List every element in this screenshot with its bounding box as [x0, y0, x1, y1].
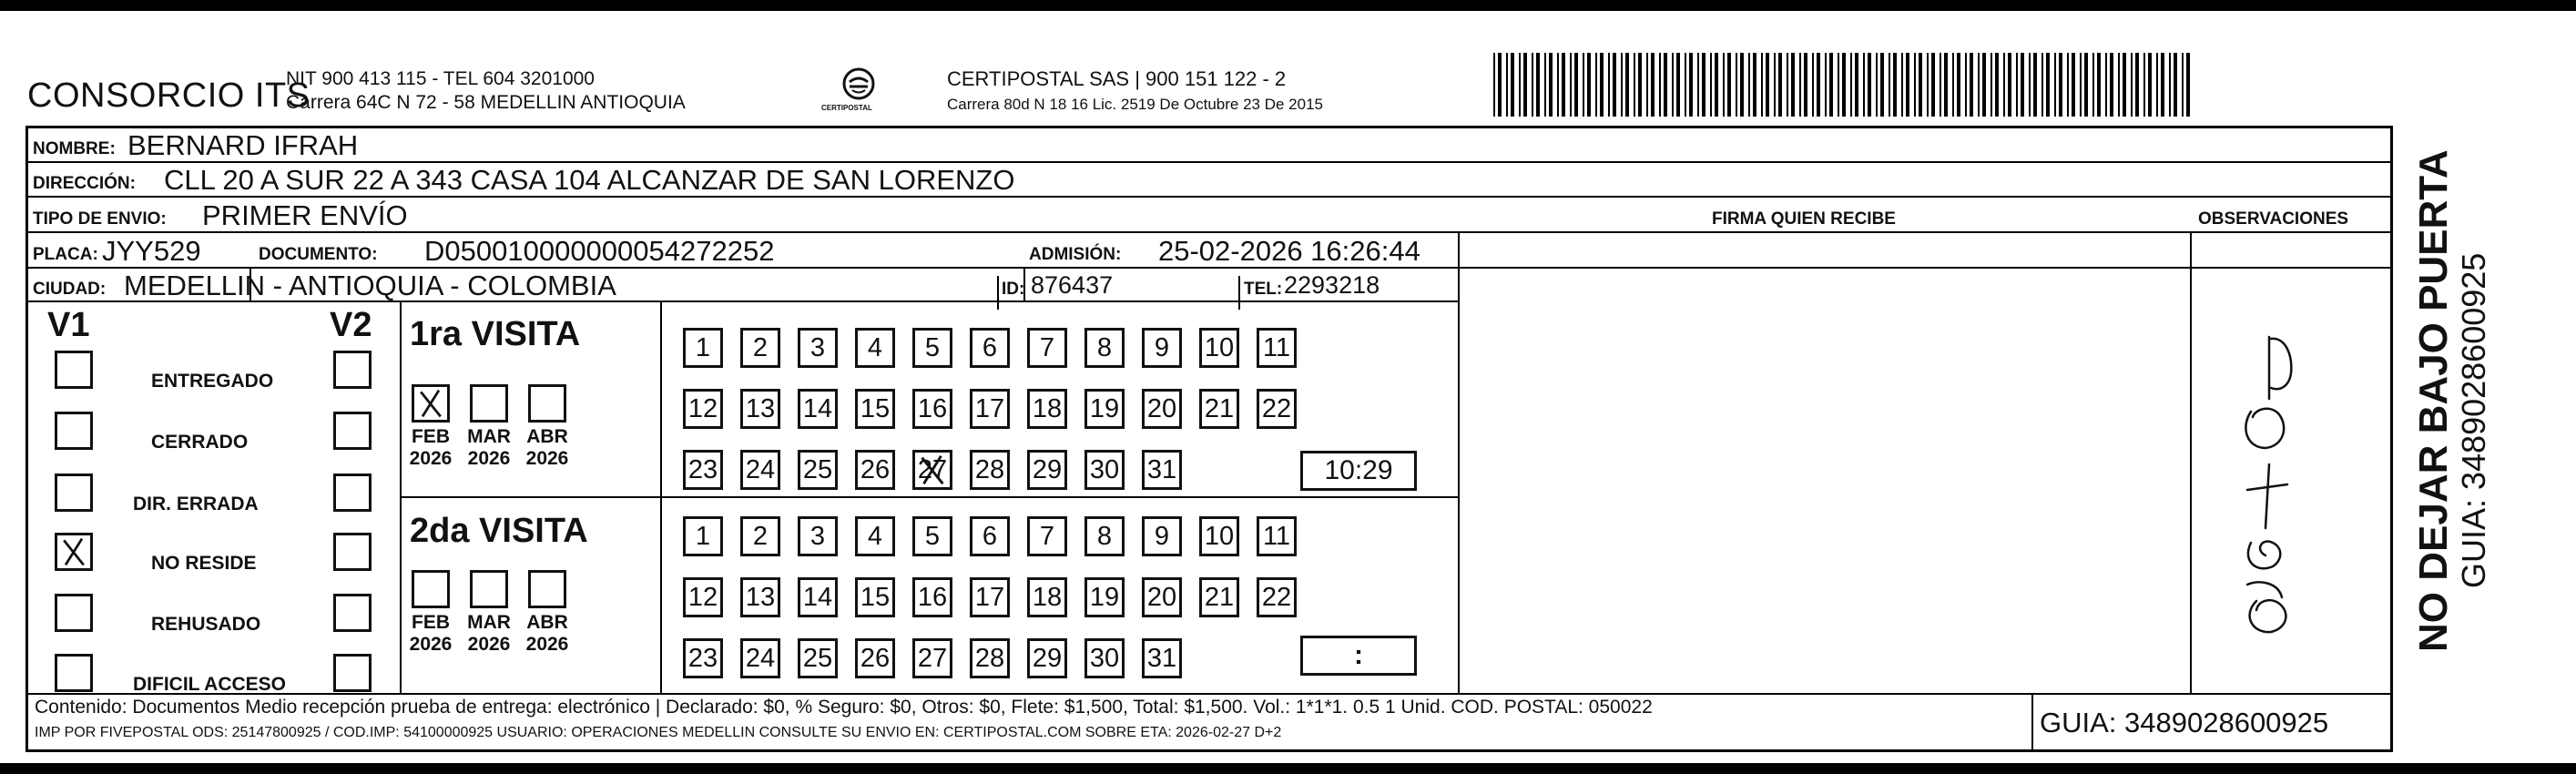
placa-value: JYY529	[102, 235, 201, 267]
day-box[interactable]: 1	[683, 328, 723, 368]
day-box[interactable]: 20	[1142, 577, 1182, 617]
direccion-label: DIRECCIÓN:	[33, 174, 136, 193]
tipo-envio-value: PRIMER ENVÍO	[202, 199, 408, 231]
month-name: FEB	[412, 612, 450, 633]
day-box[interactable]: 17	[970, 577, 1010, 617]
visit1-title: 1ra VISITA	[410, 315, 581, 353]
day-box[interactable]: 22	[1257, 577, 1297, 617]
day-box[interactable]: 21	[1199, 577, 1239, 617]
month-year: 2026	[525, 448, 569, 469]
month-checkbox[interactable]	[528, 570, 566, 608]
status-label: DIR. ERRADA	[133, 494, 259, 514]
day-box[interactable]: 17	[970, 389, 1010, 429]
day-box[interactable]: 14	[798, 389, 838, 429]
day-box[interactable]: 11	[1257, 516, 1297, 556]
day-box[interactable]: 24	[740, 638, 780, 678]
bottom-border	[0, 763, 2576, 774]
day-box[interactable]: 3	[798, 516, 838, 556]
month-year: 2026	[409, 634, 453, 655]
day-box[interactable]: 15	[855, 577, 895, 617]
month-checkbox[interactable]	[470, 384, 508, 423]
v1-checkbox[interactable]	[55, 412, 93, 450]
day-box[interactable]: 16	[912, 577, 952, 617]
day-box[interactable]: 31	[1142, 638, 1182, 678]
day-box[interactable]: 15	[855, 389, 895, 429]
month-checkbox[interactable]	[412, 570, 450, 608]
day-box[interactable]: 23	[683, 450, 723, 490]
v1-checkbox[interactable]	[55, 654, 93, 692]
v2-checkbox[interactable]	[333, 474, 372, 512]
documento-label: DOCUMENTO:	[259, 245, 378, 264]
v1-checkbox[interactable]	[55, 351, 93, 389]
day-box[interactable]: 13	[740, 577, 780, 617]
day-box[interactable]: 10	[1199, 328, 1239, 368]
placa-label: PLACA:	[33, 245, 98, 264]
day-box[interactable]: 18	[1027, 577, 1067, 617]
v2-checkbox[interactable]	[333, 594, 372, 632]
day-box[interactable]: 20	[1142, 389, 1182, 429]
firma-header: FIRMA QUIEN RECIBE	[1712, 209, 1896, 229]
day-box[interactable]: 9	[1142, 516, 1182, 556]
carrier-address: Carrera 80d N 18 16 Lic. 2519 De Octubre 23 De 2015	[947, 96, 1323, 113]
day-box[interactable]: 31	[1142, 450, 1182, 490]
day-box[interactable]: 21	[1199, 389, 1239, 429]
month-label	[462, 426, 516, 470]
day-box[interactable]: 19	[1084, 577, 1125, 617]
id-label: ID:	[1002, 280, 1025, 299]
month-name: ABR	[526, 612, 568, 633]
ciudad-label: CIUDAD:	[33, 280, 107, 299]
day-box[interactable]: 18	[1027, 389, 1067, 429]
direccion-value: CLL 20 A SUR 22 A 343 CASA 104 ALCANZAR DE SAN LORENZO	[164, 164, 1015, 196]
day-box[interactable]: 3	[798, 328, 838, 368]
day-box[interactable]: 4	[855, 328, 895, 368]
day-box[interactable]: 27	[912, 450, 952, 490]
day-box[interactable]: 12	[683, 577, 723, 617]
day-box[interactable]: 16	[912, 389, 952, 429]
status-label: DIFICIL ACCESO	[133, 674, 287, 695]
month-checkbox[interactable]	[412, 384, 450, 423]
day-box[interactable]: 29	[1027, 450, 1067, 490]
day-box[interactable]: 8	[1084, 516, 1125, 556]
day-box[interactable]: 27	[912, 638, 952, 678]
tipo-envio-label: TIPO DE ENVIO:	[33, 209, 167, 229]
v2-checkbox[interactable]	[333, 412, 372, 450]
day-box[interactable]: 7	[1027, 516, 1067, 556]
v1-checkbox[interactable]	[55, 474, 93, 512]
nombre-label: NOMBRE:	[33, 139, 116, 158]
day-box[interactable]: 19	[1084, 389, 1125, 429]
day-box[interactable]: 28	[970, 638, 1010, 678]
v2-checkbox[interactable]	[333, 351, 372, 389]
day-box[interactable]: 7	[1027, 328, 1067, 368]
day-box[interactable]: 24	[740, 450, 780, 490]
month-checkbox[interactable]	[528, 384, 566, 423]
day-box[interactable]: 25	[798, 638, 838, 678]
company-address: Carrera 64C N 72 - 58 MEDELLIN ANTIOQUIA	[286, 92, 686, 113]
side-warning: NO DEJAR BAJO PUERTA	[2411, 149, 2456, 652]
company-name: CONSORCIO ITS	[27, 76, 311, 115]
day-box[interactable]: 10	[1199, 516, 1239, 556]
day-box[interactable]: 5	[912, 328, 952, 368]
month-year: 2026	[467, 634, 511, 655]
status-label: NO RESIDE	[151, 553, 257, 574]
month-name: MAR	[467, 612, 511, 633]
v2-checkbox[interactable]	[333, 654, 372, 692]
day-box[interactable]: 4	[855, 516, 895, 556]
month-label	[403, 612, 458, 656]
day-box[interactable]: 26	[855, 638, 895, 678]
month-name: ABR	[526, 426, 568, 447]
v1-checkbox[interactable]	[55, 594, 93, 632]
day-box[interactable]: 12	[683, 389, 723, 429]
day-box[interactable]: 30	[1084, 638, 1125, 678]
company-nit: NIT 900 413 115 - TEL 604 3201000	[286, 68, 595, 89]
visit2-title: 2da VISITA	[410, 512, 588, 550]
visit2-time[interactable]: :	[1300, 636, 1417, 676]
status-label: CERRADO	[151, 432, 249, 453]
month-checkbox[interactable]	[470, 570, 508, 608]
v2-checkbox[interactable]	[333, 533, 372, 571]
month-name: MAR	[467, 426, 511, 447]
month-name: FEB	[412, 426, 450, 447]
carrier-name: CERTIPOSTAL SAS | 900 151 122 - 2	[947, 67, 1287, 90]
day-box[interactable]: 14	[798, 577, 838, 617]
day-box[interactable]: 6	[970, 328, 1010, 368]
day-box[interactable]: 29	[1027, 638, 1067, 678]
footer-imp: IMP POR FIVEPOSTAL ODS: 25147800925 / COD.IMP: 54100000925 USUARIO: OPERACIONES MEDELLIN CONSULTE SU ENVIO EN: CERTIPOSTAL.COM SOBRE ETA: 2026-02-27 D+2	[35, 725, 1282, 740]
day-box[interactable]: 26	[855, 450, 895, 490]
month-year: 2026	[525, 634, 569, 655]
v1-header: V1	[47, 306, 90, 344]
documento-value: D050010000000054272252	[424, 235, 775, 267]
day-box[interactable]: 6	[970, 516, 1010, 556]
side-guia: GUIA: 3489028600925	[2455, 252, 2492, 588]
day-box[interactable]: 28	[970, 450, 1010, 490]
logo-caption: CERTIPOSTAL	[821, 104, 872, 112]
v2-header: V2	[330, 306, 372, 344]
visit1-time[interactable]: 10:29	[1300, 451, 1417, 491]
barcode	[1493, 53, 2194, 117]
day-box[interactable]: 2	[740, 328, 780, 368]
admision-value: 25-02-2026 16:26:44	[1158, 235, 1420, 267]
status-label: REHUSADO	[151, 614, 261, 635]
id-value: 876437	[1031, 271, 1114, 299]
day-box[interactable]: 25	[798, 450, 838, 490]
ciudad-value: MEDELLIN - ANTIOQUIA - COLOMBIA	[124, 270, 616, 301]
admision-label: ADMISIÓN:	[1029, 245, 1122, 264]
observaciones-handwriting	[2215, 328, 2315, 637]
footer-guia: GUIA: 3489028600925	[2040, 707, 2329, 738]
tel-value: 2293218	[1284, 271, 1380, 299]
footer-contenido: Contenido: Documentos Medio recepción prueba de entrega: electrónico | Declarado: $0, % Seguro: $0, Otros: $0, Flete: $1,500, Total: $1,500. Vol.: 1*1*1. 0.5 1 Unid. COD. POSTAL: 050022	[35, 697, 1653, 718]
day-box[interactable]: 22	[1257, 389, 1297, 429]
nombre-value: BERNARD IFRAH	[127, 129, 359, 161]
month-year: 2026	[467, 448, 511, 469]
day-box[interactable]: 23	[683, 638, 723, 678]
month-label	[520, 612, 575, 656]
top-border	[0, 0, 2576, 11]
day-box[interactable]: 5	[912, 516, 952, 556]
tel-label: TEL:	[1244, 280, 1283, 299]
certipostal-logo-icon	[838, 66, 880, 120]
v1-checkbox[interactable]	[55, 533, 93, 571]
month-label	[403, 426, 458, 470]
day-box[interactable]: 8	[1084, 328, 1125, 368]
month-year: 2026	[409, 448, 453, 469]
day-box[interactable]: 1	[683, 516, 723, 556]
status-label: ENTREGADO	[151, 371, 274, 392]
day-box[interactable]: 13	[740, 389, 780, 429]
month-label	[462, 612, 516, 656]
day-box[interactable]: 2	[740, 516, 780, 556]
day-box[interactable]: 11	[1257, 328, 1297, 368]
month-label	[520, 426, 575, 470]
observaciones-header: OBSERVACIONES	[2198, 209, 2349, 229]
day-box[interactable]: 9	[1142, 328, 1182, 368]
day-box[interactable]: 30	[1084, 450, 1125, 490]
